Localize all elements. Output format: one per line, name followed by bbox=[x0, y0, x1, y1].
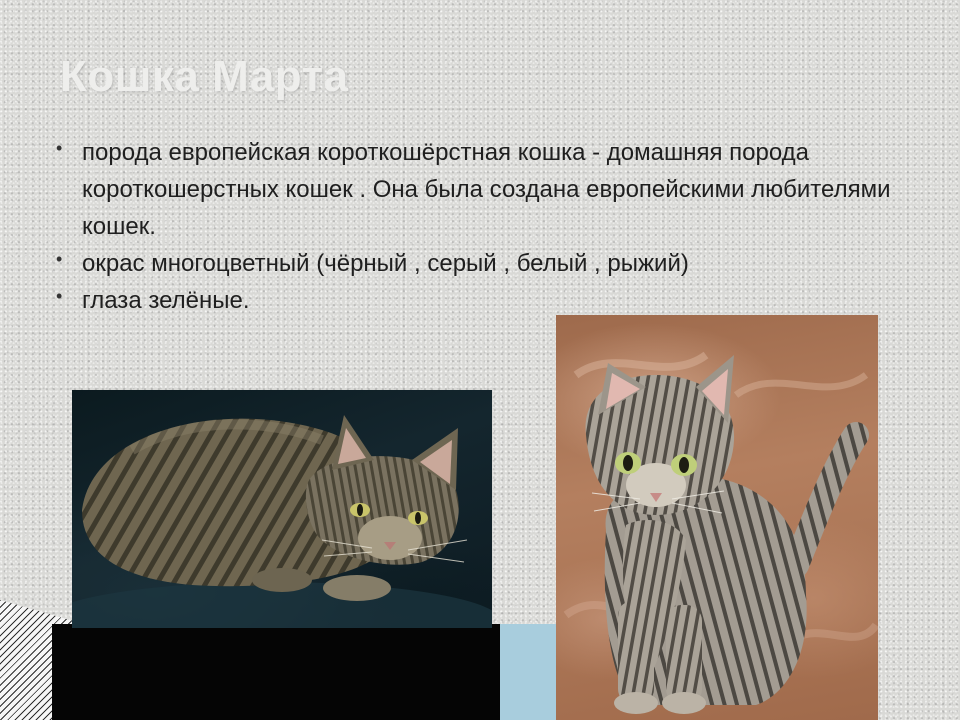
cat-photo-sitting bbox=[556, 315, 878, 720]
bullet-text: глаза зелёные. bbox=[82, 287, 250, 314]
bullet-text: окрас многоцветный (чёрный , серый , белый , рыжий) bbox=[82, 250, 689, 277]
bullet-text: порода европейская короткошёрстная кошка - домашняя порода короткошерстных кошек . Она была создана европейскими любителями кошек. bbox=[82, 139, 891, 240]
bullet-marker: • bbox=[56, 138, 63, 158]
decorative-black-band bbox=[52, 624, 560, 720]
decorative-blue-block bbox=[500, 624, 560, 720]
cat-lying-icon bbox=[72, 390, 492, 628]
cat-photo-lying bbox=[72, 390, 492, 628]
bullet-marker: • bbox=[56, 249, 63, 269]
cat-sitting-icon bbox=[556, 315, 878, 720]
bullet-item-color bbox=[52, 245, 912, 282]
bullet-item-breed bbox=[52, 134, 912, 245]
bullet-item-eyes bbox=[52, 282, 912, 319]
slide-title: Кошка Марта bbox=[60, 52, 349, 101]
bullet-list bbox=[52, 134, 912, 319]
bullet-marker: • bbox=[56, 286, 63, 306]
